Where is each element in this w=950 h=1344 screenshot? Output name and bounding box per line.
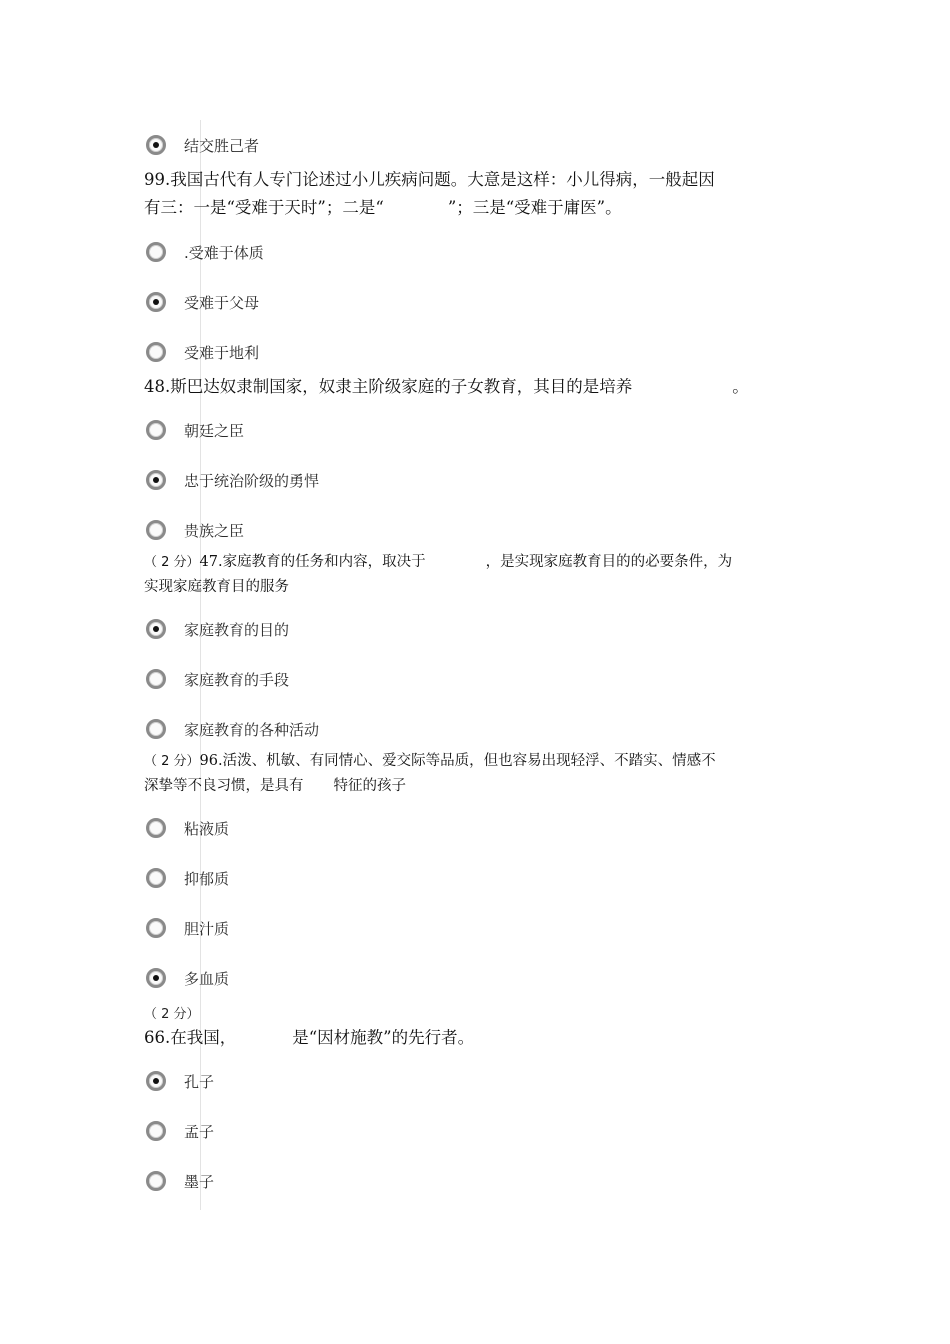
option-66-0[interactable]: [146, 1068, 214, 1094]
question-text: 66.在我国，: [144, 1028, 237, 1047]
question-text-line: [144, 550, 809, 575]
radio-button[interactable]: [146, 818, 166, 838]
question-text: 47.家庭教育的任务和内容，取决于: [199, 554, 426, 570]
option-label: 结交胜己者: [184, 136, 260, 155]
option-label: .受难于体质: [184, 243, 264, 262]
question-text-line: [144, 749, 809, 774]
radio-button[interactable]: [146, 342, 166, 362]
option-48-2[interactable]: [146, 517, 244, 543]
option-47-2[interactable]: [146, 716, 319, 742]
option-label: 受难于父母: [184, 293, 260, 312]
question-text: 深挚等不良习惯，是具有: [144, 778, 304, 794]
option-66-2[interactable]: [146, 1168, 214, 1194]
question-text: 特征的孩子: [333, 778, 406, 794]
option-label: 家庭教育的手段: [184, 670, 290, 689]
option-label: 家庭教育的各种活动: [184, 720, 320, 739]
radio-button[interactable]: [146, 1071, 166, 1091]
radio-button[interactable]: [146, 242, 166, 262]
option-label: 粘液质: [184, 819, 230, 838]
option-48-1[interactable]: [146, 467, 319, 493]
option-label: 胆汁质: [184, 919, 230, 938]
question-text: 有三：一是“受难于天时”；二是“: [144, 198, 384, 217]
option-96-2[interactable]: [146, 915, 229, 941]
question-points: （ 2 分）: [144, 754, 200, 769]
option-47-0[interactable]: [146, 616, 289, 642]
option-66-1[interactable]: [146, 1118, 214, 1144]
option-99-0[interactable]: [146, 239, 264, 265]
question-text: 48.斯巴达奴隶制国家，奴隶主阶级家庭的子女教育，其目的是培养: [144, 377, 633, 396]
option-label: 朝廷之臣: [184, 421, 245, 440]
question-96: [144, 749, 809, 799]
question-text-line: [144, 373, 809, 401]
radio-button[interactable]: [146, 470, 166, 490]
option-96-1[interactable]: [146, 865, 229, 891]
question-text-line: [144, 1024, 809, 1052]
radio-button[interactable]: [146, 420, 166, 440]
option-48-0[interactable]: [146, 417, 244, 443]
question-text-line: [144, 194, 809, 222]
option-99-1[interactable]: [146, 289, 259, 315]
option-96-3[interactable]: [146, 965, 229, 991]
option-label: 贵族之臣: [184, 521, 245, 540]
question-text: 96.活泼、机敏、有同情心、爱交际等品质，但也容易出现轻浮、不踏实、情感不: [199, 753, 716, 769]
radio-button[interactable]: [146, 1121, 166, 1141]
question-text: ”；三是“受难于庸医”。: [447, 198, 622, 217]
radio-button[interactable]: [146, 669, 166, 689]
radio-button[interactable]: [146, 135, 166, 155]
question-text: 。: [732, 377, 749, 396]
question-points: （ 2 分）: [144, 555, 200, 570]
radio-button[interactable]: [146, 1171, 166, 1191]
option-label: 孟子: [184, 1122, 215, 1141]
option-label: 多血质: [184, 969, 230, 988]
radio-button[interactable]: [146, 918, 166, 938]
question-text: 是“因材施教”的先行者。: [292, 1028, 475, 1047]
option-label: 墨子: [184, 1172, 215, 1191]
question-99: [144, 166, 809, 222]
radio-button[interactable]: [146, 968, 166, 988]
option-label: 受难于地利: [184, 343, 260, 362]
radio-button[interactable]: [146, 292, 166, 312]
option-99-2[interactable]: [146, 339, 259, 365]
radio-button[interactable]: [146, 619, 166, 639]
option-label: 抑郁质: [184, 869, 230, 888]
question-text-line: 实现家庭教育目的服务: [144, 579, 289, 595]
question-text-line: 99.我国古代有人专门论述过小儿疾病问题。大意是这样：小儿得病，一般起因: [144, 170, 715, 189]
option-label: 忠于统治阶级的勇悍: [184, 471, 320, 490]
radio-button[interactable]: [146, 719, 166, 739]
question-text: ，是实现家庭教育目的的必要条件，为: [485, 554, 733, 570]
option-47-1[interactable]: [146, 666, 289, 692]
radio-button[interactable]: [146, 520, 166, 540]
option-label: 家庭教育的目的: [184, 620, 290, 639]
question-48: [144, 373, 809, 401]
question-47: [144, 550, 809, 600]
option-label: 孔子: [184, 1072, 215, 1091]
question-text-line: [144, 774, 809, 799]
question-points: （ 2 分）: [144, 1007, 200, 1022]
option-prev-0[interactable]: [146, 132, 259, 158]
radio-button[interactable]: [146, 868, 166, 888]
option-96-0[interactable]: [146, 815, 229, 841]
question-66: [144, 1024, 809, 1052]
